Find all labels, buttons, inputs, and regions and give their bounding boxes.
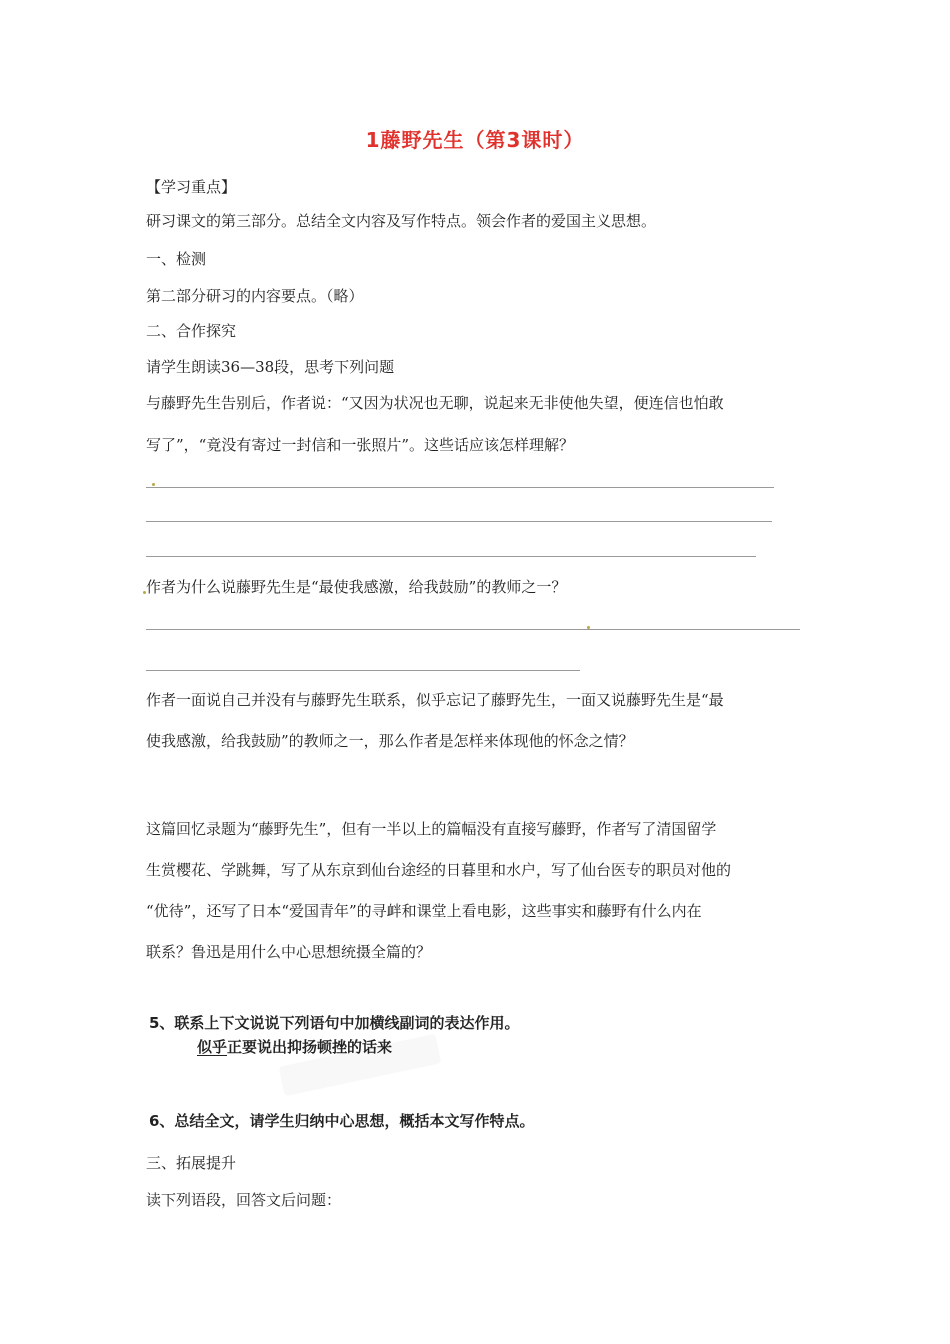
question-4-line-3: “优待”，还写了日本“爱国青年”的寻衅和课堂上看电影，这些事实和藤野有什么内在 [146, 902, 702, 920]
section-1-text: 第二部分研习的内容要点。（略） [146, 287, 364, 305]
question-4-line-2: 生赏樱花、学跳舞，写了从东京到仙台途经的日暮里和水户，写了仙台医专的职员对他的 [146, 861, 732, 879]
focus-text: 研习课文的第三部分。总结全文内容及写作特点。领会作者的爱国主义思想。 [146, 212, 657, 230]
answer-line [146, 556, 756, 557]
section-2-heading: 二、合作探究 [146, 322, 237, 340]
answer-line [146, 629, 800, 630]
underlined-adverb: 似乎 [197, 1038, 228, 1056]
question-2: 作者为什么说藤野先生是“最使我感激，给我鼓励”的教师之一？ [146, 578, 567, 596]
question-4-line-4: 联系？鲁迅是用什么中心思想统摄全篇的？ [146, 943, 432, 961]
section-3-heading: 三、拓展提升 [146, 1154, 237, 1172]
section-3-text: 读下列语段，回答文后问题： [146, 1191, 342, 1209]
focus-heading: 【学习重点】 [146, 178, 237, 196]
answer-line [146, 670, 580, 671]
answer-line [146, 521, 772, 522]
page-title: 1藤野先生（第3课时） [365, 128, 585, 152]
question-4-line-1: 这篇回忆录题为“藤野先生”，但有一半以上的篇幅没有直接写藤野，作者写了清国留学 [146, 820, 717, 838]
stray-mark [587, 626, 590, 629]
question-1-line-1: 与藤野先生告别后，作者说：“又因为状况也无聊，说起来无非使他失望，便连信也怕敢 [146, 394, 724, 412]
question-3-line-1: 作者一面说自己并没有与藤野先生联系，似乎忘记了藤野先生，一面又说藤野先生是“最 [146, 691, 724, 709]
question-3-line-2: 使我感激，给我鼓励”的教师之一，那么作者是怎样来体现他的怀念之情？ [146, 732, 634, 750]
question-5: 5、联系上下文说说下列语句中加横线副词的表达作用。 [149, 1014, 520, 1032]
section-2-intro: 请学生朗读36—38段，思考下列问题 [146, 358, 395, 376]
sentence-rest: 正要说出抑扬顿挫的话来 [227, 1038, 393, 1056]
question-1-line-2: 写了”，“竟没有寄过一封信和一张照片”。这些话应该怎样理解？ [146, 436, 575, 454]
question-6: 6、总结全文，请学生归纳中心思想，概括本文写作特点。 [149, 1112, 535, 1130]
question-5-sentence [197, 1036, 392, 1057]
section-1-heading: 一、检测 [146, 250, 207, 268]
answer-line [146, 487, 774, 488]
stray-mark [152, 483, 155, 486]
